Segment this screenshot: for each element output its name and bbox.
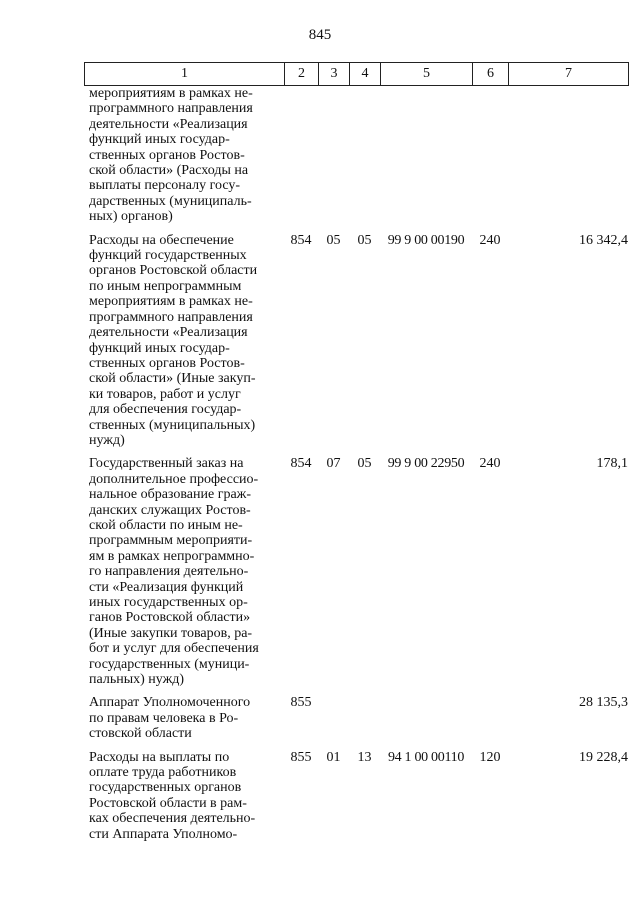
- description-line: мероприятиям в рамках не-: [89, 294, 253, 310]
- description-line: иных государственных ор-: [89, 595, 248, 610]
- column-header-6: 6: [473, 63, 509, 86]
- table-row: [84, 695, 628, 741]
- row-description: [89, 86, 279, 225]
- subsection-code: 05: [357, 456, 372, 472]
- description-line: Аппарат Уполномоченного: [89, 695, 251, 711]
- subsection-code: 05: [357, 232, 372, 248]
- description-line: ственных (муниципальных): [89, 417, 256, 433]
- table-row: [84, 456, 628, 687]
- amount: 28 135,3: [579, 695, 628, 711]
- page-number: 845: [308, 27, 332, 43]
- description-line: государственных (муници-: [89, 656, 250, 672]
- table-row: [84, 750, 628, 842]
- column-header-1: 1: [85, 63, 285, 86]
- description-line: дарственных (муниципаль-: [89, 193, 252, 209]
- row-description: [89, 695, 279, 741]
- target-article-code: 94 1 00 00110: [387, 749, 465, 765]
- description-line: ках обеспечения деятельно-: [89, 811, 256, 827]
- row-description: [89, 750, 279, 842]
- target-article-code: 99 9 00 22950: [387, 456, 465, 472]
- expense-type-code: 120: [479, 749, 501, 765]
- row-description: [89, 233, 279, 449]
- description-line: (Иные закупки товаров, ра-: [89, 625, 253, 641]
- description-line: нальное образование граж-: [89, 487, 251, 503]
- ministry-code: 855: [290, 749, 312, 765]
- target-article-code: 99 9 00 00190: [387, 232, 465, 248]
- column-header-row: [84, 62, 629, 86]
- description-line: мероприятиям в рамках не-: [89, 86, 253, 101]
- section-code: 07: [326, 456, 341, 472]
- description-line: по правам человека в Ро-: [89, 710, 239, 726]
- description-line: по иным непрограммным: [89, 278, 242, 294]
- description-line: ственных органов Ростов-: [89, 147, 245, 163]
- description-line: выплаты персоналу госу-: [89, 178, 241, 194]
- description-line: ки товаров, работ и услуг: [89, 386, 241, 402]
- description-line: функций государственных: [89, 248, 247, 264]
- description-line: дополнительное профессио-: [89, 471, 259, 487]
- description-line: программным мероприяти-: [89, 533, 253, 549]
- description-line: органов Ростовской области: [89, 263, 258, 279]
- section-code: 05: [326, 232, 341, 248]
- column-header-4: 4: [350, 63, 381, 86]
- column-header-5: 5: [381, 63, 473, 86]
- description-line: сти Аппарата Уполномо-: [89, 826, 238, 842]
- description-line: ской области» (Расходы на: [89, 163, 249, 179]
- description-line: программного направления: [89, 309, 253, 325]
- description-line: Расходы на выплаты по: [89, 749, 230, 765]
- description-line: ской области» (Иные закуп-: [89, 371, 256, 387]
- amount: 19 228,4: [579, 749, 628, 765]
- description-line: ской области по иным не-: [89, 517, 243, 533]
- description-line: деятельности «Реализация: [89, 325, 248, 341]
- subsection-code: 13: [357, 749, 372, 765]
- amount: 178,1: [596, 456, 628, 472]
- description-line: Государственный заказ на: [89, 456, 244, 472]
- ministry-code: 854: [290, 456, 312, 472]
- description-line: функций иных государ-: [89, 340, 230, 356]
- description-line: нужд): [89, 432, 125, 448]
- column-header-7: 7: [509, 63, 629, 86]
- description-line: государственных органов: [89, 780, 242, 796]
- description-line: Расходы на обеспечение: [89, 232, 234, 248]
- table-row: [84, 86, 628, 225]
- description-line: пальных) нужд): [89, 672, 185, 688]
- description-line: Ростовской области в рам-: [89, 795, 247, 811]
- column-header-2: 2: [285, 63, 319, 86]
- description-line: ных) органов): [89, 209, 173, 225]
- description-line: го направления деятельно-: [89, 564, 249, 580]
- description-line: стовской области: [89, 726, 192, 742]
- description-line: сти «Реализация функций: [89, 579, 244, 595]
- description-line: ственных органов Ростов-: [89, 355, 245, 371]
- amount: 16 342,4: [579, 232, 628, 248]
- budget-table-body: [84, 86, 628, 842]
- description-line: оплате труда работников: [89, 765, 237, 781]
- column-header-3: 3: [319, 63, 350, 86]
- expense-type-code: 240: [479, 456, 501, 472]
- ministry-code: 855: [290, 695, 312, 711]
- row-description: [89, 456, 279, 687]
- description-line: функций иных государ-: [89, 132, 230, 148]
- description-line: бот и услуг для обеспечения: [89, 641, 259, 657]
- description-line: ям в рамках непрограммно-: [89, 548, 255, 564]
- expense-type-code: 240: [479, 232, 501, 248]
- ministry-code: 854: [290, 232, 312, 248]
- description-line: для обеспечения государ-: [89, 402, 242, 418]
- table-row: [84, 233, 628, 449]
- description-line: ганов Ростовской области»: [89, 610, 251, 626]
- description-line: данских служащих Ростов-: [89, 502, 251, 518]
- description-line: деятельности «Реализация: [89, 116, 248, 132]
- description-line: программного направления: [89, 101, 253, 117]
- section-code: 01: [326, 749, 341, 765]
